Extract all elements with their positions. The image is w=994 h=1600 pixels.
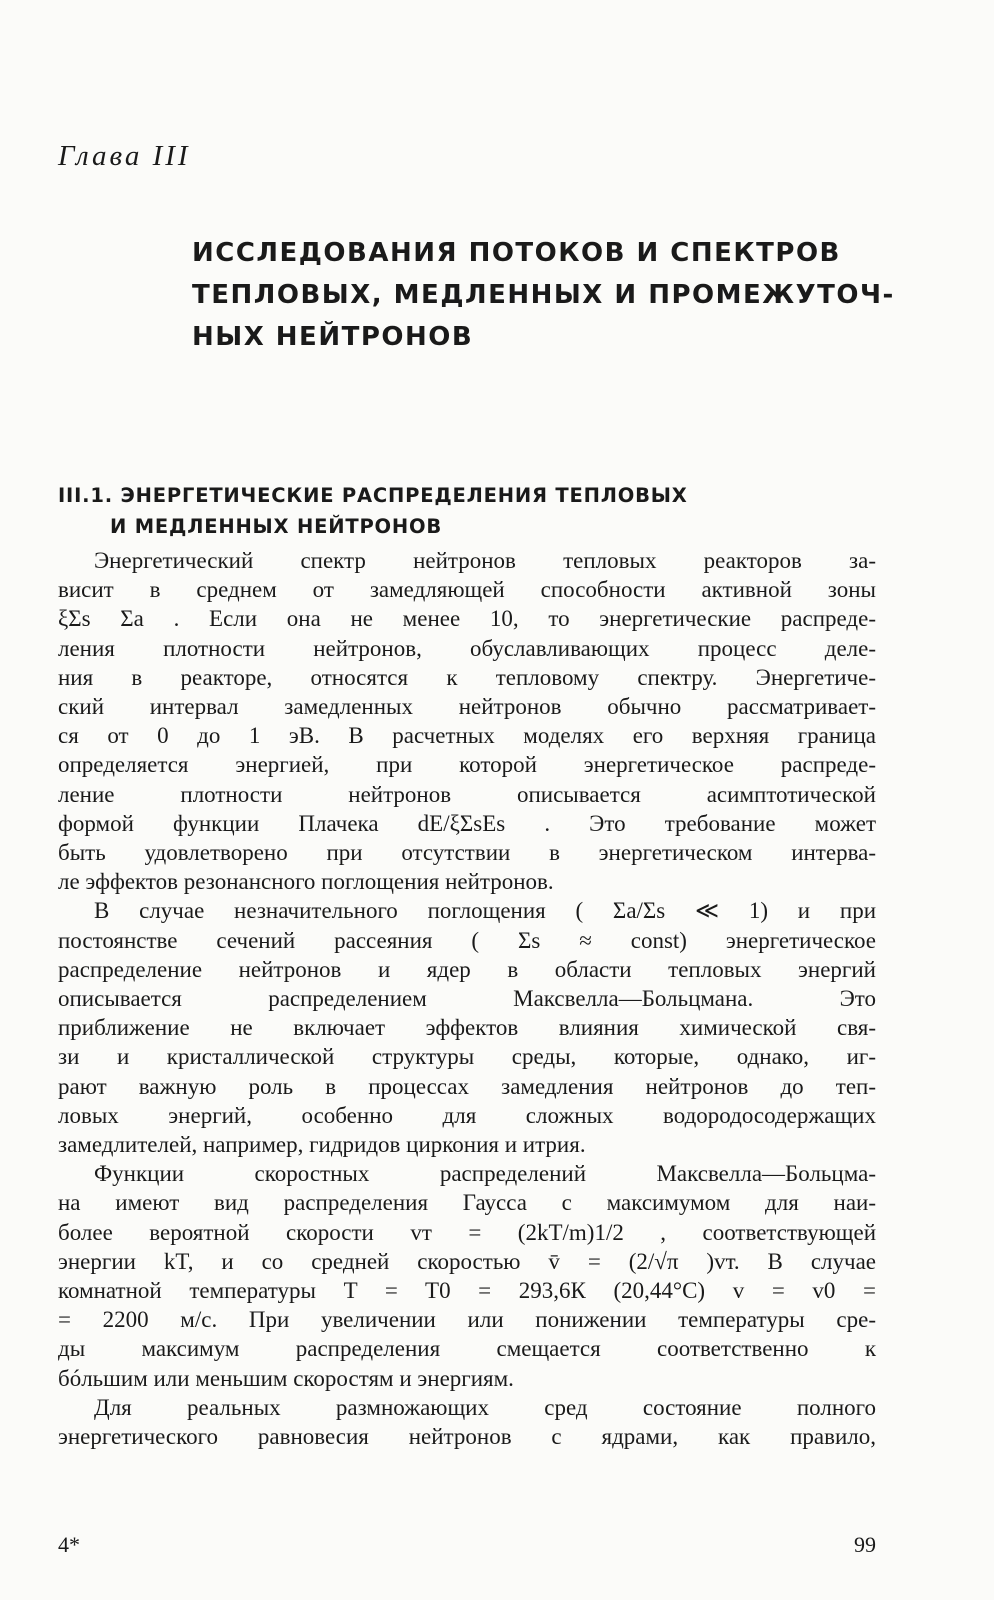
text-line: определяется энергией, при которой энергетическое распреде-: [58, 752, 876, 778]
chapter-title-line: ИССЛЕДОВАНИЯ ПОТОКОВ И СПЕКТРОВ: [192, 238, 841, 268]
signature-mark: 4*: [58, 1532, 80, 1557]
text-line: комнатной температуры T = T0 = 293,6К (20,44°С) v = v0 =: [58, 1278, 876, 1304]
paragraph-1: [58, 546, 876, 896]
section-heading-line: III.1. ЭНЕРГЕТИЧЕСКИЕ РАСПРЕДЕЛЕНИЯ ТЕПЛОВЫХ: [58, 484, 688, 507]
body-text: [58, 546, 876, 1451]
chapter-title: [192, 232, 912, 358]
text-line: описывается распределением Максвелла—Больцмана. Это: [58, 986, 876, 1012]
text-line: ление плотности нейтронов описывается асимптотической: [58, 781, 876, 807]
text-line: ξΣs Σa . Если она не менее 10, то энергетические распреде-: [58, 606, 876, 632]
text-line: ловых энергий, особенно для сложных водородосодержащих: [58, 1102, 876, 1128]
text-line: приближение не включает эффектов влияния химической свя-: [58, 1015, 876, 1041]
section-heading-line: И МЕДЛЕННЫХ НЕЙТРОНОВ: [110, 515, 443, 538]
text-line: формой функции Плачека dE/ξΣsEs . Это требование может: [58, 810, 876, 836]
section-heading: [58, 480, 918, 542]
text-line: рают важную роль в процессах замедления нейтронов до теп-: [58, 1073, 876, 1099]
paragraph-3: [58, 1159, 876, 1393]
paragraph-2: [58, 896, 876, 1159]
text-line: В случае незначительного поглощения ( Σa/Σs ≪ 1) и при: [94, 898, 876, 924]
text-line: ле эффектов резонансного поглощения нейтронов.: [58, 869, 554, 895]
text-line: бóльшим или меньшим скоростям и энергиям.: [58, 1365, 514, 1391]
text-line: постоянстве сечений рассеяния ( Σs ≈ const) энергетическое: [58, 927, 876, 953]
text-line: Энергетический спектр нейтронов тепловых реакторов за-: [94, 548, 876, 573]
paragraph-4: [58, 1393, 876, 1451]
text-line: энергии kT, и со средней скоростью v̄ = (2/√π )vт. В случае: [58, 1248, 876, 1274]
text-line: распределение нейтронов и ядер в области тепловых энергий: [58, 956, 876, 982]
text-line: энергетического равновесия нейтронов с ядрами, как правило,: [58, 1424, 876, 1450]
text-line: висит в среднем от замедляющей способности активной зоны: [58, 577, 876, 603]
text-line: = 2200 м/с. При увеличении или понижении температуры сре-: [58, 1307, 876, 1333]
text-line: на имеют вид распределения Гаусса с максимумом для наи-: [58, 1190, 876, 1216]
chapter-label: Глава III: [58, 140, 191, 172]
text-line: ния в реакторе, относятся к тепловому спектру. Энергетиче-: [58, 664, 876, 690]
text-line: более вероятной скорости vт = (2kT/m)1/2 , соответствующей: [58, 1219, 876, 1245]
text-line: Функции скоростных распределений Максвелла—Больцма-: [94, 1161, 876, 1187]
chapter-title-line: НЫХ НЕЙТРОНОВ: [192, 322, 474, 352]
text-line: замедлителей, например, гидридов циркония и итрия.: [58, 1132, 586, 1158]
text-line: ся от 0 до 1 эВ. В расчетных моделях его верхняя граница: [58, 723, 876, 749]
text-line: ды максимум распределения смещается соответственно к: [58, 1336, 876, 1362]
text-line: зи и кристаллической структуры среды, которые, однако, иг-: [58, 1044, 876, 1070]
chapter-title-line: ТЕПЛОВЫХ, МЕДЛЕННЫХ И ПРОМЕЖУТОЧ-: [192, 280, 895, 310]
text-line: ления плотности нейтронов, обуславливающих процесс деле-: [58, 635, 876, 661]
text-line: ский интервал замедленных нейтронов обычно рассматривает-: [58, 694, 876, 720]
text-line: Для реальных размножающих сред состояние полного: [94, 1394, 876, 1420]
text-line: быть удовлетворено при отсутствии в энергетическом интерва-: [58, 840, 876, 866]
page-number: 99: [854, 1532, 876, 1557]
